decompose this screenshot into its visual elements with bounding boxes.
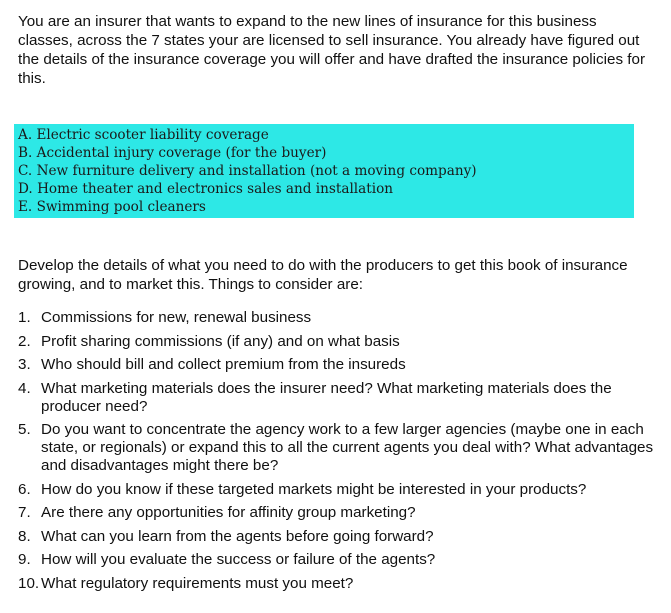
- item-text: What marketing materials does the insurer need? What marketing materials does the producer need?: [41, 379, 612, 415]
- item-number: 2.: [18, 332, 31, 350]
- item-text: How do you know if these targeted markets might be interested in your products?: [41, 480, 587, 498]
- item-letter: D.: [18, 181, 33, 197]
- item-number: 8.: [18, 527, 31, 545]
- item-text: New furniture delivery and installation (not a moving company): [36, 163, 477, 179]
- list-item: [18, 528, 658, 546]
- item-text: Do you want to concentrate the agency work to a few larger agencies (maybe one in each state, or regionals) or expand this to all the current agents you deal with? What advantages and disadvantages might there be?: [41, 421, 654, 474]
- item-text: Home theater and electronics sales and installation: [37, 181, 394, 197]
- list-item: [18, 144, 477, 162]
- list-item: [18, 356, 658, 374]
- list-item: [18, 333, 658, 351]
- item-text: How will you evaluate the success or failure of the agents?: [41, 551, 436, 568]
- list-item: [18, 421, 658, 475]
- intro-paragraph: You are an insurer that wants to expand to the new lines of insurance for this business classes, across the 7 states your are licensed to sell insurance. You already have figured out the details of the insurance coverage you will offer and have drafted the insurance policies for this.: [18, 13, 646, 87]
- considerations-list: [18, 309, 658, 598]
- list-item: [18, 180, 477, 198]
- item-text: Who should bill and collect premium from the insureds: [41, 356, 406, 373]
- develop-paragraph: Develop the details of what you need to do with the producers to get this book of insurance growing, and to market this. Things to consider are:: [18, 257, 628, 293]
- item-number: 10.: [18, 574, 40, 592]
- item-text: Accidental injury coverage (for the buyer): [36, 145, 327, 161]
- item-text: Swimming pool cleaners: [36, 199, 206, 215]
- item-text: Are there any opportunities for affinity group marketing?: [41, 504, 416, 521]
- item-letter: E.: [18, 199, 33, 215]
- item-text: Profit sharing commissions (if any) and on what basis: [41, 332, 400, 350]
- list-item: [18, 504, 658, 522]
- item-text: Electric scooter liability coverage: [36, 127, 269, 143]
- list-item: [18, 380, 658, 416]
- item-text: What can you learn from the agents before going forward?: [41, 527, 434, 545]
- list-item: [18, 481, 658, 499]
- item-number: 5.: [18, 421, 31, 438]
- item-number: 4.: [18, 379, 31, 397]
- list-item: [18, 551, 658, 569]
- list-item: [18, 309, 658, 327]
- item-number: 9.: [18, 551, 31, 568]
- list-item: [18, 198, 477, 216]
- list-item: [18, 162, 477, 180]
- item-number: 1.: [18, 309, 31, 326]
- item-letter: B.: [18, 145, 33, 161]
- list-item: [18, 575, 658, 593]
- item-letter: C.: [18, 163, 33, 179]
- item-number: 3.: [18, 356, 31, 373]
- item-text: What regulatory requirements must you meet?: [41, 574, 354, 592]
- item-number: 6.: [18, 480, 31, 498]
- list-item: [18, 126, 477, 144]
- business-classes-list: [18, 126, 477, 216]
- item-letter: A.: [18, 127, 33, 143]
- item-text: Commissions for new, renewal business: [41, 309, 312, 326]
- item-number: 7.: [18, 504, 31, 521]
